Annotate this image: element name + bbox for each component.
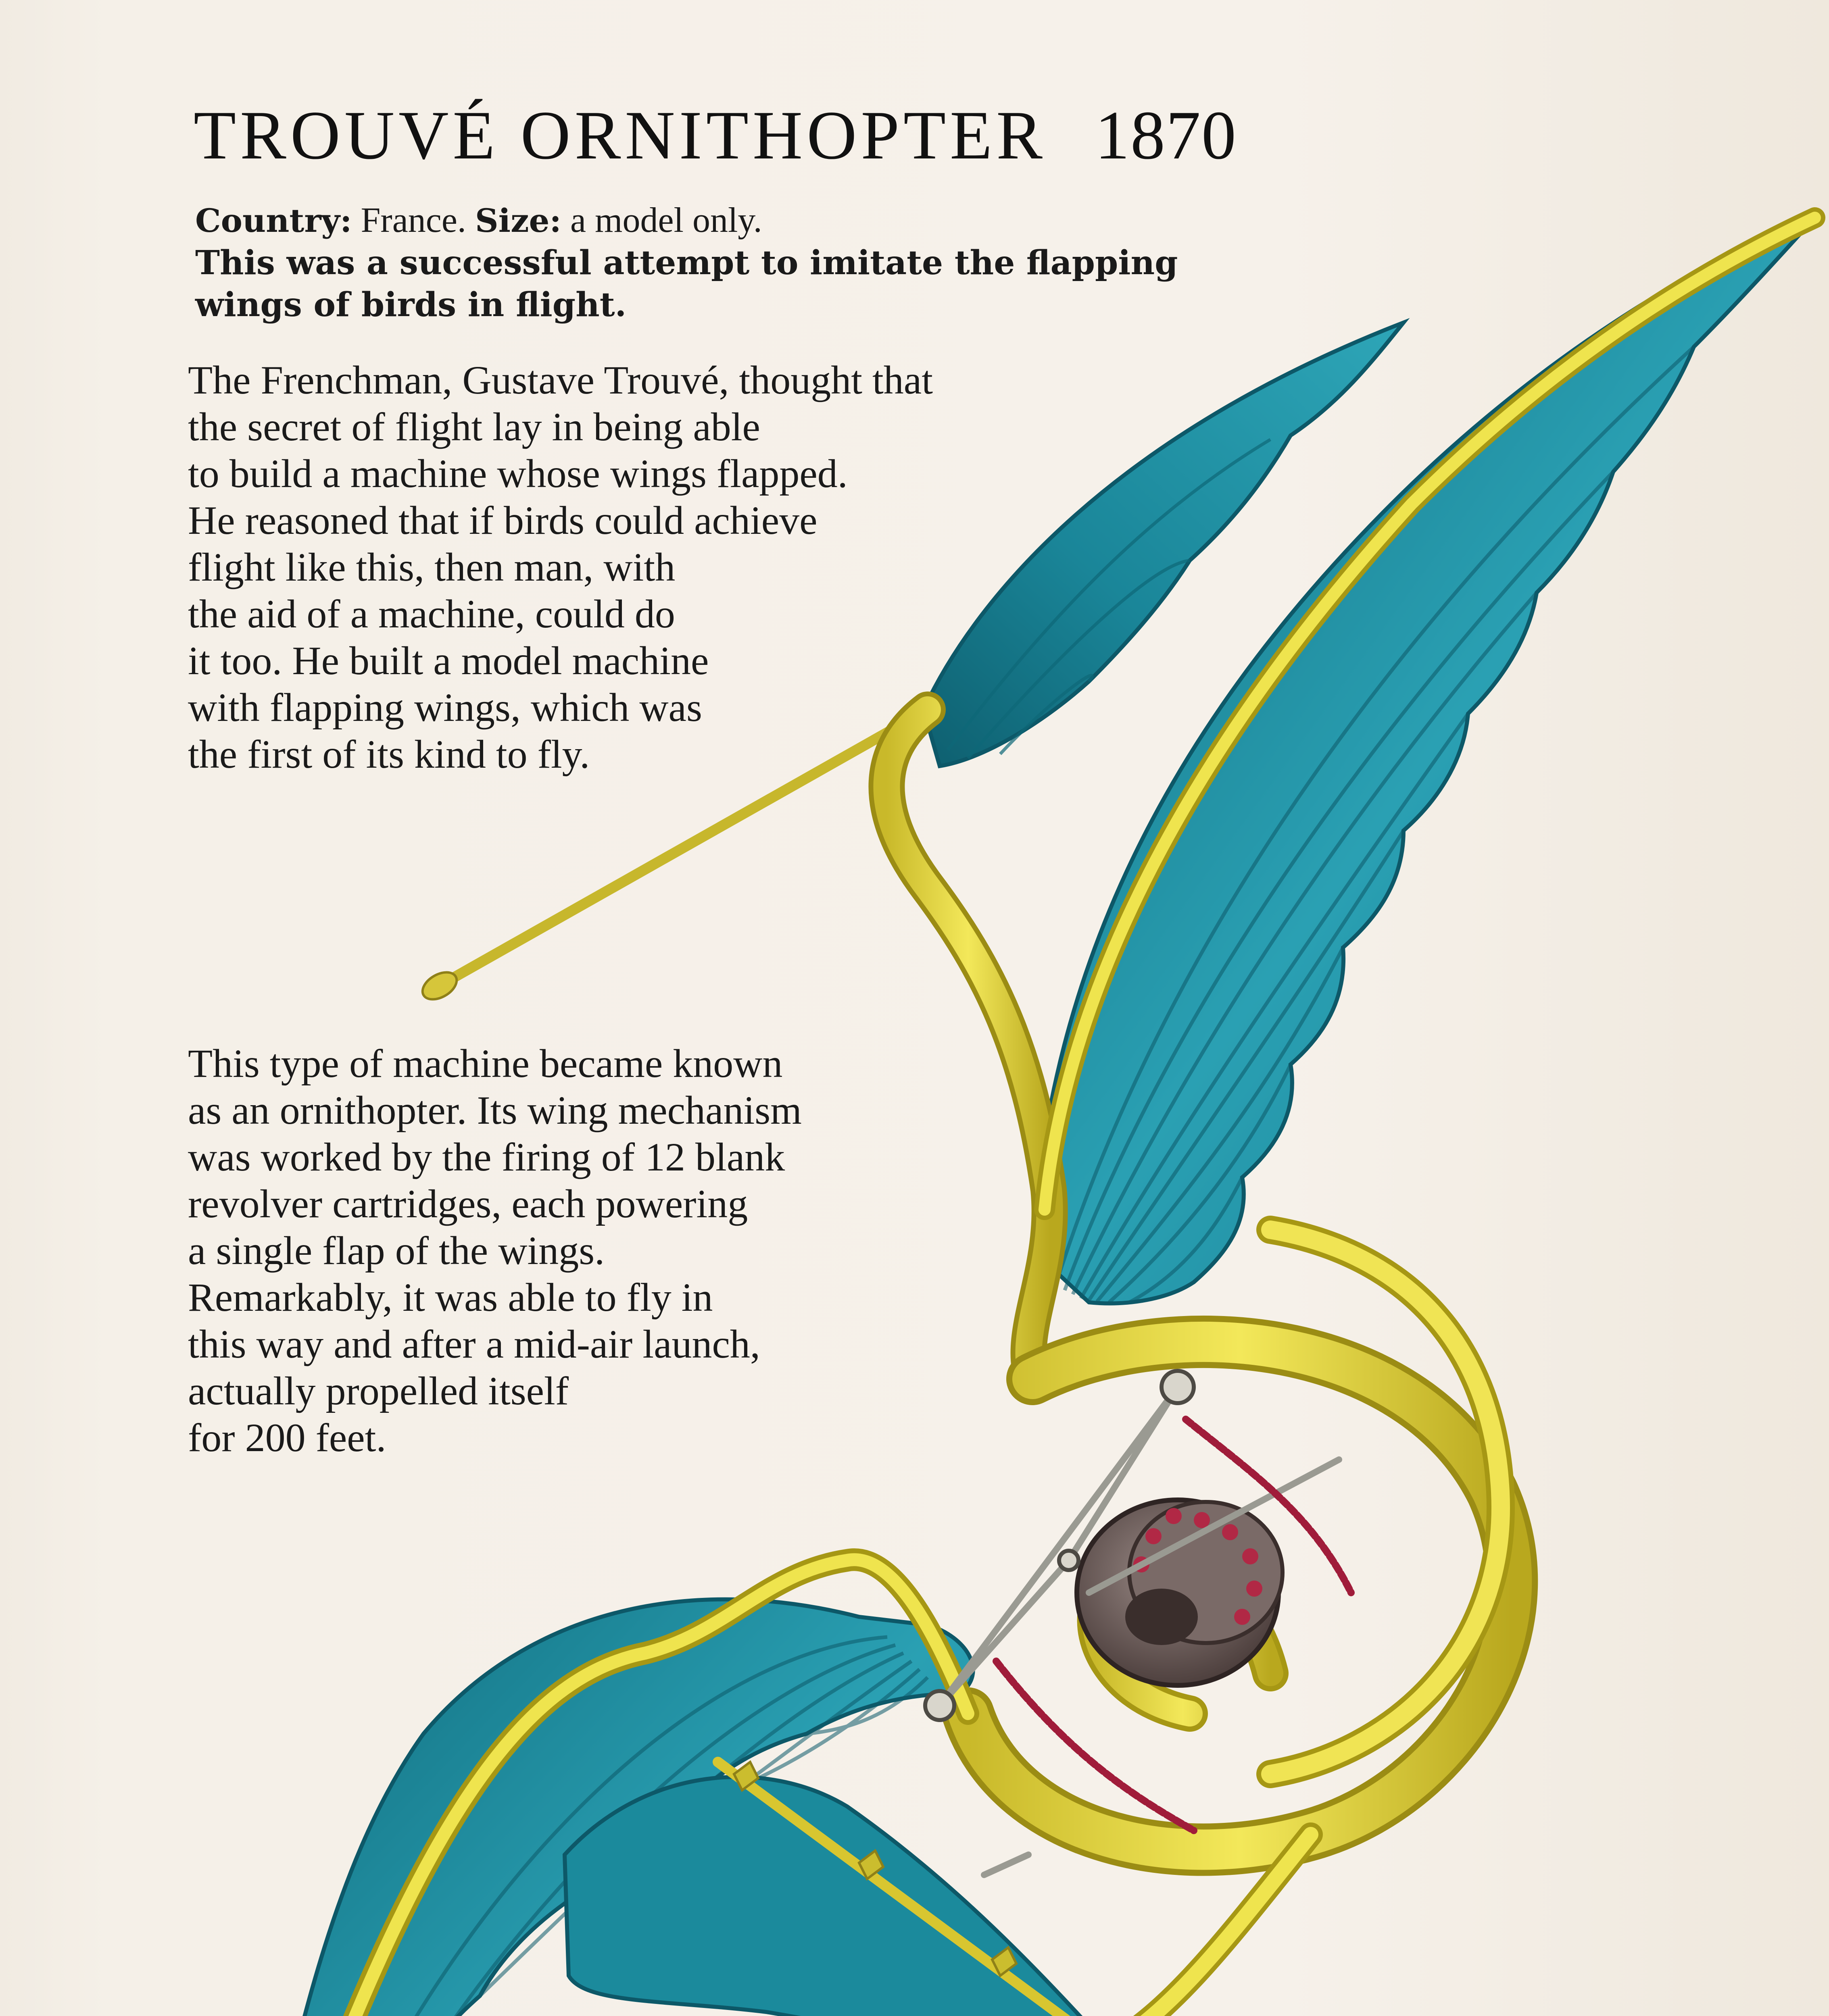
size-value: a model only. bbox=[570, 201, 762, 240]
summary-text: This was a successful attempt to imitate the flapping wings of birds in flight. bbox=[195, 244, 1178, 324]
body-paragraph-1: The Frenchman, Gustave Trouvé, thought that the secret of flight lay in being able to build a machine whose wings flapped. He reasoned that if birds could achieve flight like this, then man, with the aid of a machine, could do it too. He built a model machine with flapping wings, which was the first of its kind to fly. bbox=[188, 358, 933, 777]
title-year: 1870 bbox=[1095, 97, 1237, 174]
size-label: Size: bbox=[475, 202, 561, 240]
country-label: Country: bbox=[195, 202, 352, 240]
body-paragraph-2: This type of machine became known as an ornithopter. Its wing mechanism was worked by the firing of 12 blank revolver cartridges, each powering a single flap of the wings. Remarkably, it was able to fly in this way and after a mid-air launch, actually propelled itself for 200 feet. bbox=[188, 1041, 802, 1460]
page-title bbox=[194, 97, 1237, 174]
country-value: France. bbox=[361, 201, 466, 240]
cartridge-wheel bbox=[1077, 1500, 1283, 1685]
title-name: TROUVÉ ORNITHOPTER bbox=[194, 97, 1047, 174]
specs-line bbox=[195, 200, 762, 242]
